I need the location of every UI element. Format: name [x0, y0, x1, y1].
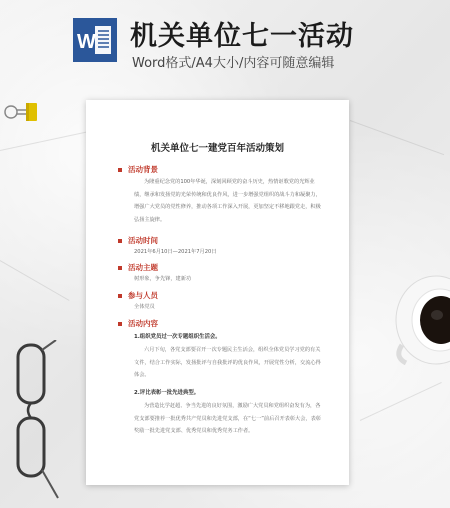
page-subtitle: Word格式/A4大小/内容可随意编辑: [132, 56, 335, 71]
eyeglasses-icon: [8, 340, 60, 500]
marble-vein: [0, 260, 70, 301]
header: [0, 0, 450, 78]
content-item-body: 为营造比学赶超、争当先进的良好氛围，激励广大党员和党组织奋发有为，各党支部要推荐一批优秀共产党员和先进党支部，在“七一”前后召开表彰大会，表彰奖励一批先进党支部、优秀党员和优秀党务工作者。: [134, 403, 321, 434]
marble-vein: [360, 382, 442, 421]
binder-clip-icon: [3, 100, 39, 124]
section-heading-participants: 参与人员: [118, 290, 158, 301]
document-page: [86, 100, 349, 485]
coffee-cup-icon: [394, 275, 450, 365]
section-body-participants: 全体党员: [134, 304, 155, 310]
content-item-title: 1.组织党员过一次专题组织生活会。: [134, 334, 221, 340]
section-heading-time: 活动时间: [118, 235, 158, 246]
section-heading-content: 活动内容: [118, 318, 158, 329]
page-title: 机关单位七一活动: [130, 21, 354, 52]
section-body-background: 为隆重纪念党的100年华诞，深刻回顾党的奋斗历史，热情讴歌党的光辉业绩，继承和发扬党的光荣传统和优良作风，进一步增强党组织的战斗力和凝聚力，增强广大党员的党性修养，推动各项工作深入开展，更加坚定不移地跟党走，积极弘扬主旋律。: [134, 179, 321, 223]
content-item-title: 2.评比表彰一批先进典型。: [134, 390, 200, 396]
section-body-theme: 树形象，争先锋，建新功: [134, 276, 192, 282]
marble-vein: [350, 120, 444, 155]
section-body-time: 2021年6月10日—2021年7月20日: [134, 249, 217, 255]
document-title: 机关单位七一建党百年活动策划: [150, 143, 284, 154]
word-document-icon: [73, 18, 117, 62]
word-icon-letter: W: [77, 31, 96, 53]
content-item-body: 六月下旬，各党支部要召开一次专题民主生活会，组织全体党员学习党的有关文件，结合工作实际，发扬批评与自我批评的优良作风，开展党性分析，交流心得体会。: [134, 347, 321, 378]
section-heading-background: 活动背景: [118, 164, 158, 175]
marble-vein: [0, 131, 88, 151]
section-heading-theme: 活动主题: [118, 262, 158, 273]
